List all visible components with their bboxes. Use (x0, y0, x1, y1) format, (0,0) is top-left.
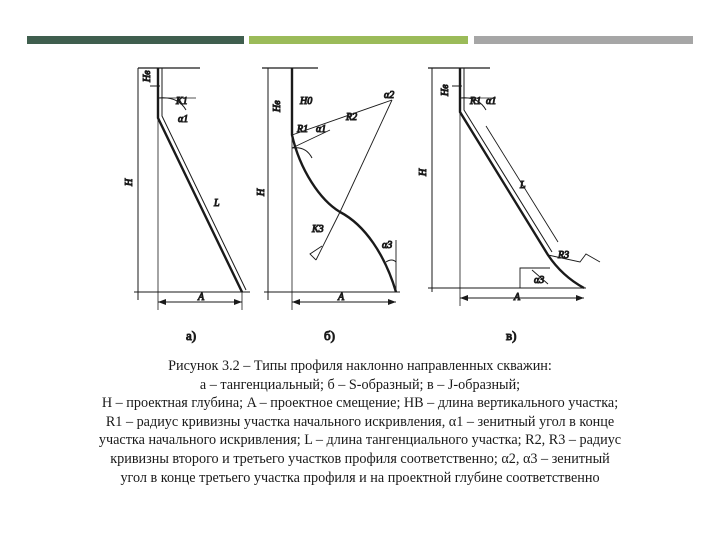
caption-line-definitions-4: кривизны второго и третьего участков профиля соответственно; α2, α3 – зенитный (110, 450, 610, 467)
panel-c-tag: в) (506, 328, 517, 343)
caption-line-definitions-2: R1 – радиус кривизны участка начального искривления, α1 – зенитный угол в конце (105, 413, 615, 430)
panel-a-diagram (134, 68, 250, 310)
panel-a-label-k1: К1 (176, 96, 188, 107)
panel-a-label-h: Н (124, 178, 135, 186)
panel-b-label-a3: α3 (382, 240, 393, 251)
caption-line-definitions-1: H – проектная глубина; A – проектное смещение; HB – длина вертикального участка; (101, 395, 619, 412)
panel-c-label-r3: R3 (558, 250, 570, 261)
panel-c-diagram (428, 68, 600, 306)
panel-a-label-l: L (214, 198, 220, 209)
panel-a-tag: а) (186, 328, 197, 343)
panel-b-label-a2: α2 (384, 90, 395, 101)
panel-c-label-hv: Нв (440, 84, 451, 96)
caption-line-definitions-3: участка начального искривления; L – длина тангенциального участка; R2, R3 – радиус (98, 432, 622, 449)
panel-b-label-r2: R2 (346, 112, 358, 123)
panel-c-label-l: L (520, 180, 526, 191)
panel-b-label-h: Н (256, 188, 267, 196)
panel-b-label-h0: Н0 (300, 96, 313, 107)
panel-b-label-a1: α1 (316, 124, 327, 135)
panel-b-label-hv: Нв (272, 100, 283, 112)
panel-c-label-r1: R1 (470, 96, 482, 107)
panel-c-label-h: Н (418, 168, 429, 176)
panel-b-label-a: A (338, 292, 345, 303)
panel-b-label-k3: К3 (312, 224, 324, 235)
panel-b-label-r1: R1 (297, 124, 309, 135)
caption-line-types: а – тангенциальный; б – S-образный; в – J-образный; (199, 376, 521, 393)
figure-caption (40, 357, 680, 487)
panel-c-label-a3: α3 (534, 275, 545, 286)
caption-line-title: Рисунок 3.2 – Типы профиля наклонно направленных скважин: (168, 358, 552, 374)
panel-b-tag: б) (324, 328, 335, 343)
panel-a-label-a: A (198, 292, 205, 303)
caption-line-definitions-5: угол в конце третьего участка профиля и на проектной глубине соответственно (120, 469, 600, 486)
panel-a-label-hv: Нв (142, 70, 153, 82)
panel-a-label-a1: α1 (178, 114, 189, 125)
panel-c-label-a1: α1 (486, 96, 497, 107)
panel-c-label-a: A (514, 292, 521, 303)
